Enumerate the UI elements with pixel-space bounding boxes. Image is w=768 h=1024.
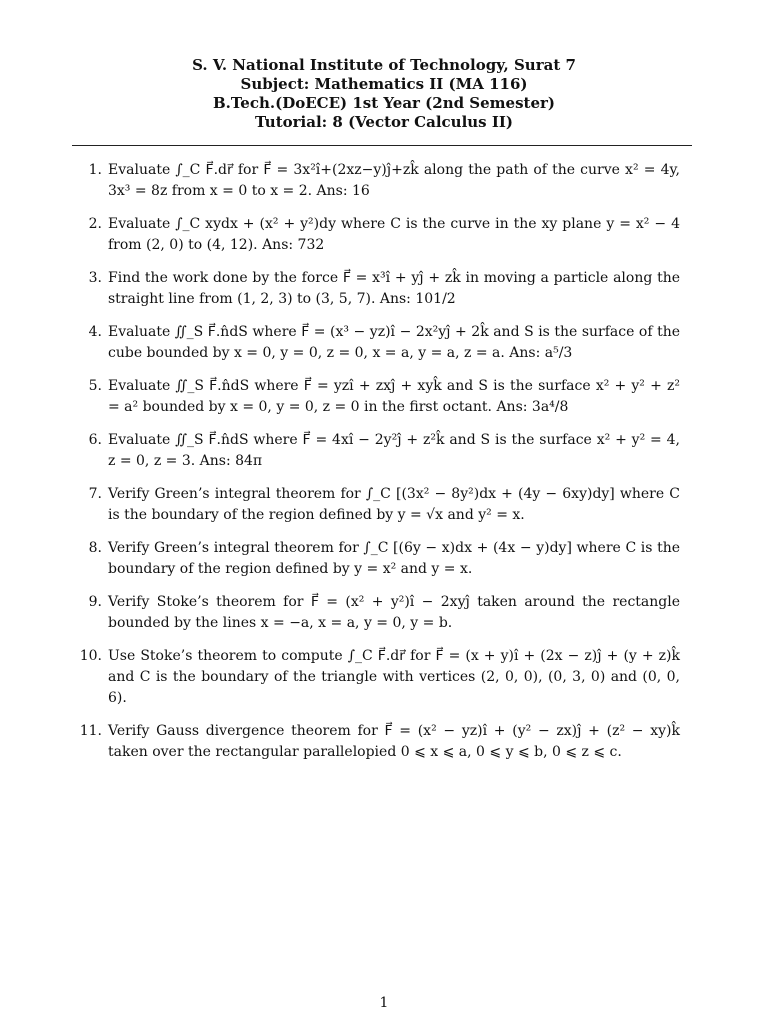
problem-item: [74, 268, 680, 310]
program-title: B.Tech.(DoECE) 1st Year (2nd Semester): [212, 94, 556, 112]
problem-item: [74, 160, 680, 202]
problem-item: [74, 430, 680, 472]
problem-text: Verify Stoke’s theorem for F⃗ = (x² + y²)î − 2xyĵ taken around the rectangle bounded by the lines x = −a, x = a, y = 0, y = b.: [108, 594, 680, 631]
problem-number: 2.: [88, 216, 102, 232]
problem-number: 10.: [79, 648, 102, 664]
institute-title: S. V. National Institute of Technology, Surat 7: [192, 56, 576, 74]
problem-text: Verify Gauss divergence theorem for F⃗ = (x² − yz)î + (y² − zx)ĵ + (z² − xy)k̂ taken over the rectangular parallelopied 0 ⩽ x ⩽ a, 0 ⩽ y ⩽ b, 0 ⩽ z ⩽ c.: [108, 723, 680, 760]
problem-number: 1.: [88, 162, 102, 178]
problem-text: Evaluate ∫_C F⃗.dr⃗ for F⃗ = 3x²î+(2xz−y)ĵ+zk̂ along the path of the curve x² = 4y, 3x³ = 8z from x = 0 to x = 2. Ans: 16: [108, 162, 680, 199]
problem-item: [74, 376, 680, 418]
page-number: 1: [379, 995, 389, 1011]
header-divider: [72, 145, 692, 146]
problem-text: Evaluate ∫_C xydx + (x² + y²)dy where C is the curve in the xy plane y = x² − 4 from (2, 0) to (4, 12). Ans: 732: [108, 216, 680, 253]
problem-item: [74, 484, 680, 526]
problem-text: Verify Green’s integral theorem for ∫_C [(3x² − 8y²)dx + (4y − 6xy)dy] where C is the boundary of the region defined by y = √x and y² = x.: [108, 486, 680, 523]
problem-item: [74, 538, 680, 580]
problem-text: Use Stoke’s theorem to compute ∫_C F⃗.dr⃗ for F⃗ = (x + y)î + (2x − z)ĵ + (y + z)k̂ and C is the boundary of the triangle with vertices (2, 0, 0), (0, 3, 0) and (0, 0, 6).: [108, 648, 680, 706]
problem-number: 6.: [88, 432, 102, 448]
problem-text: Verify Green’s integral theorem for ∫_C [(6y − x)dx + (4x − y)dy] where C is the boundary of the region defined by y = x² and y = x.: [108, 540, 680, 577]
tutorial-title: Tutorial: 8 (Vector Calculus II): [255, 113, 513, 131]
problem-number: 9.: [88, 594, 102, 610]
problem-number: 5.: [88, 378, 102, 394]
document-header: [0, 56, 768, 132]
problem-text: Evaluate ∬_S F⃗.n̂dS where F⃗ = (x³ − yz)î − 2x²yĵ + 2k̂ and S is the surface of the cube bounded by x = 0, y = 0, z = 0, x = a, y = a, z = a. Ans: a⁵/3: [108, 324, 680, 361]
problem-text: Evaluate ∬_S F⃗.n̂dS where F⃗ = yzî + zxĵ + xyk̂ and S is the surface x² + y² + z² = a² bounded by x = 0, y = 0, z = 0 in the first octant. Ans: 3a⁴/8: [108, 378, 680, 415]
problem-item: [74, 322, 680, 364]
problem-number: 3.: [88, 270, 102, 286]
subject-title: Subject: Mathematics II (MA 116): [240, 75, 528, 93]
problem-text: Find the work done by the force F⃗ = x³î + yĵ + zk̂ in moving a particle along the straight line from (1, 2, 3) to (3, 5, 7). Ans: 101/2: [108, 270, 680, 307]
problem-number: 8.: [88, 540, 102, 556]
problem-list: [74, 160, 680, 775]
problem-number: 7.: [88, 486, 102, 502]
problem-item: [74, 646, 680, 709]
problem-number: 11.: [79, 723, 102, 739]
problem-item: [74, 214, 680, 256]
problem-item: [74, 592, 680, 634]
problem-number: 4.: [88, 324, 102, 340]
problem-text: Evaluate ∬_S F⃗.n̂dS where F⃗ = 4xî − 2y²ĵ + z²k̂ and S is the surface x² + y² = 4, z = 0, z = 3. Ans: 84π: [108, 432, 680, 469]
problem-item: [74, 721, 680, 763]
